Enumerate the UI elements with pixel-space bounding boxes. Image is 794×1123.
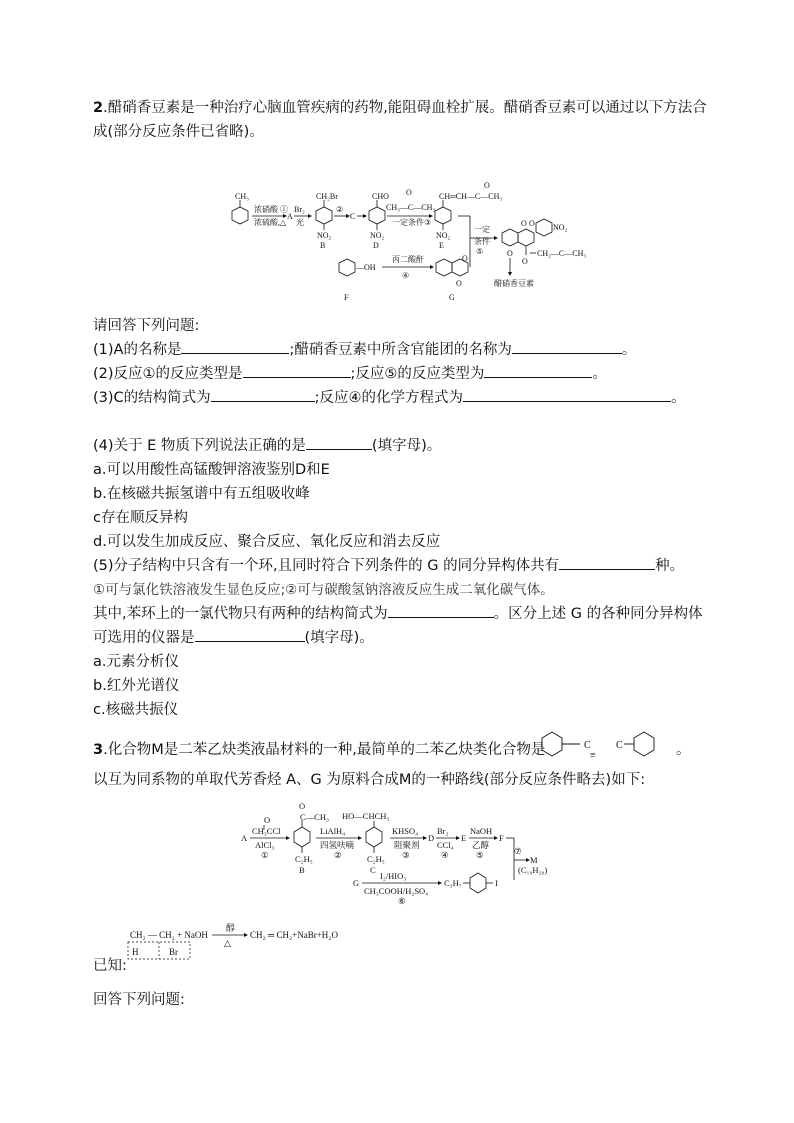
svg-text:NO₂: NO₂ (317, 231, 332, 240)
svg-text:I₂/HIO₃: I₂/HIO₃ (380, 871, 407, 881)
answer-blank[interactable] (211, 386, 315, 402)
svg-text:②: ② (336, 205, 344, 214)
compound-F: F (499, 833, 504, 843)
svg-text:O: O (522, 257, 528, 266)
compound-G: G (449, 293, 455, 302)
svg-text:④: ④ (441, 850, 449, 860)
compound-G: G (353, 878, 360, 888)
svg-text:⑥: ⑥ (398, 896, 406, 906)
svg-text:C: C (616, 740, 623, 751)
q3-answer-prompt: 回答下列问题: (93, 992, 185, 1008)
answer-blank[interactable] (181, 338, 289, 354)
q3-intro-line1: 3.化合物M是二苯乙炔类液晶材料的一种,最简单的二苯乙炔类化合物是 (93, 742, 546, 758)
q2-sub3: (3)C的结构简式为 ;反应④的化学方程式为 。 (93, 386, 686, 410)
q2-inst-a: a.元素分析仪 (93, 654, 179, 670)
q2-option-c: c存在顺反异构 (93, 510, 188, 526)
svg-text:I: I (495, 878, 498, 888)
answer-blank[interactable] (243, 362, 351, 378)
q2-sub5: (5)分子结构中只含有一个环,且同时符合下列条件的 G 的同分异构体共有 种。 (93, 554, 684, 578)
svg-text:四氢呋喃: 四氢呋喃 (320, 841, 355, 851)
q2-intro-line1: 2.醋硝香豆素是一种治疗心脑血管疾病的药物,能阻碍血栓扩展。醋硝香豆素可以通过以下方法合 (93, 100, 707, 116)
compound-E: E (461, 833, 467, 843)
ch2br: CH₂Br (316, 192, 338, 201)
svg-text:O: O (406, 188, 412, 197)
svg-text:C: C (584, 740, 591, 751)
svg-text:C₂H₅: C₂H₅ (367, 854, 385, 864)
svg-text:阻聚剂: 阻聚剂 (394, 841, 420, 851)
svg-text:O: O (299, 801, 306, 811)
svg-text:C₃H₇: C₃H₇ (444, 878, 462, 888)
q3-intro-line2: 以互为同系物的单取代芳香烃 A、G 为原料合成M的一种路线(部分反应条件略去)如下: (93, 772, 646, 788)
answer-blank[interactable] (463, 386, 671, 402)
svg-text:醇: 醇 (226, 924, 236, 934)
svg-text:LiAlH₄: LiAlH₄ (320, 826, 346, 836)
svg-text:NO₂: NO₂ (553, 223, 568, 232)
svg-text:CCl₄: CCl₄ (437, 840, 454, 850)
compound-B: B (320, 241, 326, 250)
compound-C: C (350, 212, 356, 221)
svg-text:④: ④ (402, 271, 410, 280)
svg-text:KHSO₄: KHSO₄ (392, 826, 419, 836)
q2-sub7: 可选用的仪器是 (填字母)。 (93, 626, 374, 650)
svg-text:NaOH: NaOH (470, 826, 493, 836)
answer-blank[interactable] (512, 338, 622, 354)
svg-text:O: O (264, 815, 271, 825)
acetone-reagent: CH₃—C—CH₃ (386, 203, 436, 212)
compound-B: B (299, 865, 305, 875)
svg-text:△: △ (224, 938, 231, 948)
q2-option-a: a.可以用酸性高锰酸钾溶液鉴别D和E (93, 462, 330, 478)
eq-left: CH₂ — CH₂ + NaOH (130, 930, 208, 940)
q2-option-b: b.在核磁共振氢谱中有五组吸收峰 (93, 486, 310, 502)
svg-text:CH₃COOH/H₂SO₄: CH₃COOH/H₂SO₄ (364, 886, 429, 896)
answer-blank[interactable] (306, 434, 372, 450)
compound-D: D (428, 833, 435, 843)
answer-blank[interactable] (195, 626, 305, 642)
svg-text:乙醇: 乙醇 (472, 841, 490, 851)
svg-text:O: O (484, 181, 490, 190)
svg-text:O: O (529, 219, 535, 228)
svg-text:一定: 一定 (474, 225, 490, 234)
svg-text:H: H (132, 947, 139, 957)
compound-A: A (287, 212, 293, 221)
eq-right: CH₂ ═ CH₂+NaBr+H₂O (250, 930, 338, 940)
svg-text:②: ② (334, 850, 342, 860)
svg-text:一定条件③: 一定条件③ (392, 218, 432, 227)
svg-text:⑦: ⑦ (514, 846, 522, 856)
svg-text:①: ① (261, 850, 269, 860)
product-name: 醋硝香豆素 (494, 279, 534, 288)
q2-sub1: (1)A的名称是 ;醋硝香豆素中所含官能团的名称为 。 (93, 338, 636, 362)
svg-text:光: 光 (296, 218, 304, 227)
compound-E: E (439, 241, 444, 250)
phenol-oh: —OH (356, 263, 376, 272)
arrow1-bottom: 浓硫酸,△ (254, 218, 287, 227)
q2-option-d: d.可以发生加成反应、聚合反应、氧化反应和消去反应 (93, 534, 441, 550)
q2-sub4: (4)关于 E 物质下列说法正确的是 (填字母)。 (93, 434, 441, 458)
svg-text:⑤: ⑤ (476, 850, 484, 860)
svg-text:⑤: ⑤ (476, 247, 484, 256)
svg-text:条件: 条件 (474, 237, 490, 246)
compound-D: D (373, 241, 379, 250)
svg-text:③: ③ (402, 850, 410, 860)
diphenylacetylene-structure (538, 726, 678, 762)
svg-text:AlCl₃: AlCl₃ (255, 840, 275, 850)
svg-text:HO—CHCH₃: HO—CHCH₃ (342, 811, 390, 821)
product-chain: CH₂—C—CH₃ (537, 249, 587, 258)
q3-intro-end: 。 (676, 742, 691, 758)
e-side-chain: CH═CH—C—CH₃ (439, 192, 503, 201)
compound-M: M (530, 855, 538, 865)
svg-text:C—CH₃: C—CH₃ (300, 812, 329, 822)
q2-number: 2 (93, 100, 104, 116)
q2-sub2: (2)反应①的反应类型是 ;反应⑤的反应类型为 。 (93, 362, 607, 386)
answer-blank[interactable] (484, 362, 592, 378)
svg-text:Br₂: Br₂ (294, 205, 305, 214)
answer-blank[interactable] (559, 554, 655, 570)
q2-conditions: ①可与氯化铁溶液发生显色反应;②可与碳酸氢钠溶液反应生成二氧化碳气体。 (93, 582, 554, 598)
svg-text:O: O (507, 249, 513, 258)
q2-intro-line2: 成(部分反应条件已省略)。 (93, 124, 264, 140)
svg-text:丙二酸酐: 丙二酸酐 (392, 255, 424, 264)
svg-text:Br: Br (169, 947, 178, 957)
q3-known-equation (126, 926, 426, 970)
q3-known-label: 已知: (93, 958, 127, 974)
answer-blank[interactable] (388, 602, 494, 618)
q3-synthesis-route (238, 801, 794, 916)
q2-inst-c: c.核磁共振仪 (93, 702, 179, 718)
svg-text:CHO: CHO (372, 192, 389, 201)
svg-text:Br₂: Br₂ (437, 826, 449, 836)
q2-reaction-scheme (226, 181, 587, 308)
arrow1-top: 浓硝酸 ① (254, 205, 288, 214)
q2-inst-b: b.红外光谱仪 (93, 678, 180, 694)
svg-text:C₂H₅: C₂H₅ (295, 854, 313, 864)
compound-C: C (370, 865, 376, 875)
q3-number: 3 (93, 742, 104, 758)
svg-text:CH₃CCl: CH₃CCl (252, 826, 281, 836)
svg-text:NO₂: NO₂ (436, 231, 451, 240)
compound-F: F (344, 293, 349, 302)
svg-text:O: O (521, 219, 527, 228)
toluene-ch3: CH₃ (235, 192, 249, 201)
m-formula: (C₁₉H₂₀) (518, 865, 548, 875)
svg-text:≡: ≡ (590, 750, 596, 761)
q2-sub6: 其中,苯环上的一氯代物只有两种的结构简式为 。区分上述 G 的各种同分异构体 (93, 602, 703, 626)
q2-prompt: 请回答下列问题: (93, 318, 200, 334)
svg-text:O: O (462, 254, 468, 263)
svg-text:NO₂: NO₂ (370, 231, 385, 240)
compound-A: A (241, 833, 248, 843)
svg-text:O: O (456, 279, 462, 288)
